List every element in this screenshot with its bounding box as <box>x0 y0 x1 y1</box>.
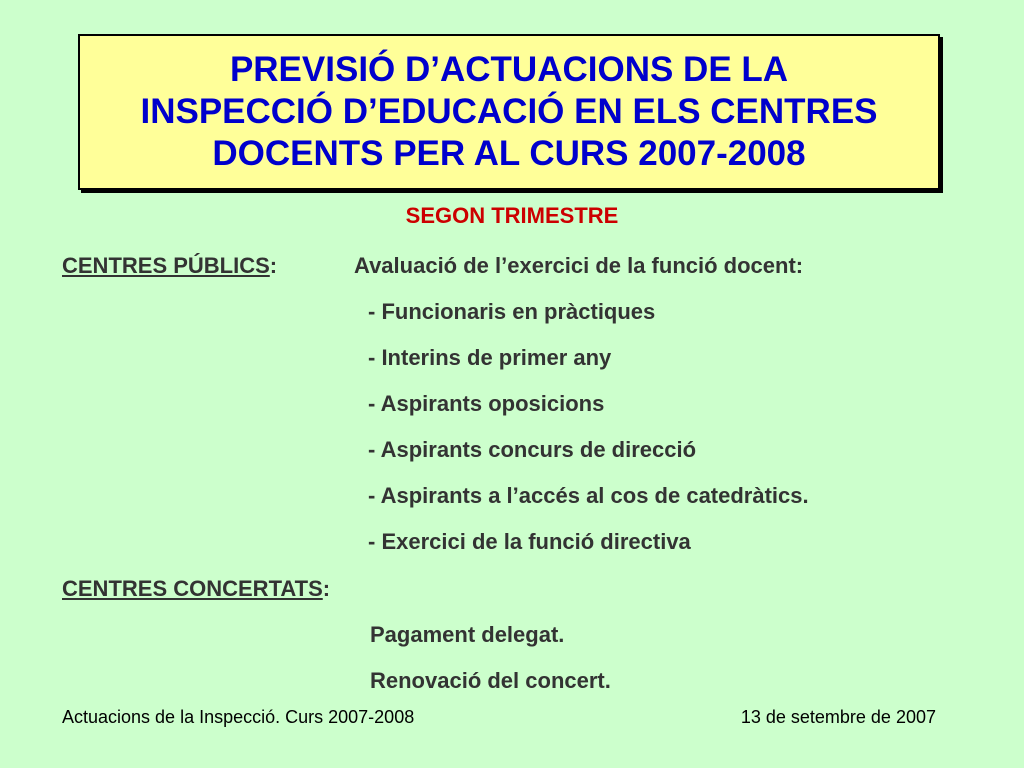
footer-left: Actuacions de la Inspecció. Curs 2007-2008 <box>62 707 415 727</box>
concertats-heading: CENTRES CONCERTATS <box>62 576 323 601</box>
publics-heading: CENTRES PÚBLICS <box>62 253 270 278</box>
publics-item: - Aspirants concurs de direcció <box>368 437 697 462</box>
publics-item: - Aspirants oposicions <box>368 391 605 416</box>
title-box <box>78 34 940 190</box>
concertats-item: Renovació del concert. <box>370 668 611 693</box>
publics-item: - Funcionaris en pràctiques <box>368 299 656 324</box>
slide-title: PREVISIÓ D’ACTUACIONS DE LA INSPECCIÓ D’EDUCACIÓ EN ELS CENTRES DOCENTS PER AL CURS 2007-2008 <box>140 50 878 173</box>
publics-heading-line <box>62 253 277 279</box>
concertats-heading-line <box>62 576 330 602</box>
publics-heading-colon: : <box>269 253 278 278</box>
slide-subtitle: SEGON TRIMESTRE <box>405 203 619 228</box>
publics-item: - Aspirants a l’accés al cos de catedràtics. <box>368 483 809 508</box>
footer-right: 13 de setembre de 2007 <box>740 707 936 727</box>
publics-intro: Avaluació de l’exercici de la funció docent: <box>354 253 804 278</box>
concertats-heading-colon: : <box>322 576 331 601</box>
publics-item: - Interins de primer any <box>368 345 612 370</box>
publics-item: - Exercici de la funció directiva <box>368 529 691 554</box>
concertats-item: Pagament delegat. <box>370 622 565 647</box>
